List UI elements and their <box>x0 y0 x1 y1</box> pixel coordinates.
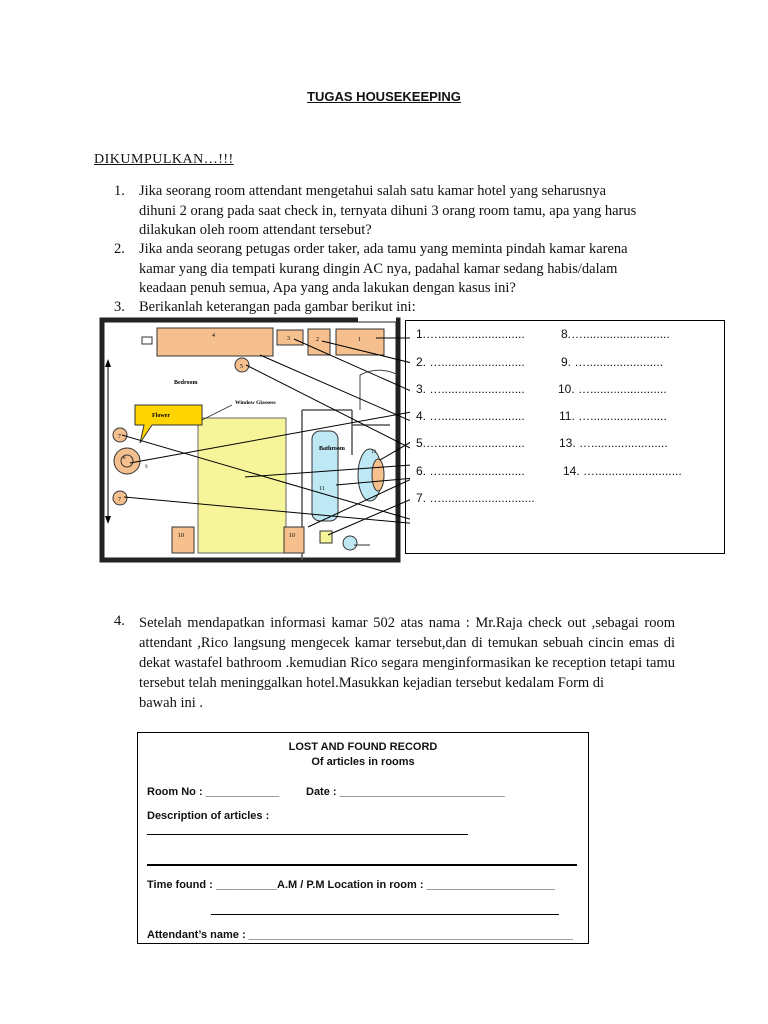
flower-label: Flower <box>152 413 170 419</box>
time-found-field[interactable]: Time found : __________A.M / P.M Location in room : _____________________ <box>147 879 556 891</box>
room-floor-plan <box>90 315 410 570</box>
form-subtitle: Of articles in rooms <box>311 756 415 768</box>
legend-item-10: 10. …....................... <box>558 382 667 396</box>
legend-item-8: 8.….......................... <box>561 327 670 341</box>
description-line-2[interactable] <box>147 864 577 866</box>
legend-item-13: 13. …....................... <box>559 436 668 450</box>
label-1: 1 <box>358 337 361 343</box>
label-5: 5 <box>240 364 243 370</box>
form-title: LOST AND FOUND RECORD <box>288 741 438 753</box>
question-4-text: Setelah mendapatkan informasi kamar 502 atas nama : Mr.Raja check out ,sebagai room attendant ,Rico langsung mengecek kamar tersebut,dan di temukan sebuah cincin emas di dekat wastafel bathroom .kemudian Rico segara menginformasikan ke reception tetapi tamu tersebut telah meninggalkan hotel.Masukkan kejadian tersebut kedalam Form di bawah ini . <box>139 615 675 711</box>
legend-item-11: 11. …....................... <box>559 409 667 423</box>
legend-item-2: 2. …......................... <box>416 355 525 369</box>
label-13: 13 <box>371 450 376 455</box>
label-10-right: 10 <box>289 533 295 539</box>
legend-item-4: 4. …......................... <box>416 409 525 423</box>
legend-item-14: 14. ….......................... <box>563 464 682 478</box>
legend-item-5: 5.….......................... <box>416 436 525 450</box>
location-extra-line[interactable] <box>211 914 559 915</box>
legend-item-3: 3. …......................... <box>416 382 525 396</box>
date-field[interactable]: Date : ___________________________ <box>306 786 505 798</box>
label-10-left: 10 <box>178 533 184 539</box>
attendant-name-field[interactable]: Attendant’s name : _____________________________________________________ <box>147 929 573 941</box>
legend-item-6: 6. …......................... <box>416 464 525 478</box>
description-label: Description of articles : <box>147 810 270 822</box>
label-7-bottom: 7 <box>118 497 121 503</box>
legend-item-1: 1.….......................... <box>416 327 525 341</box>
bedroom-label: Bedroom <box>174 380 198 386</box>
legend-item-7: 7. …............................ <box>416 491 535 505</box>
legend-box <box>405 320 725 554</box>
bathroom-label: Bathroom <box>319 446 345 452</box>
description-line-1[interactable] <box>147 834 468 835</box>
room-no-field[interactable]: Room No : ____________ <box>147 786 280 798</box>
page-title: TUGAS HOUSEKEEPING <box>307 89 461 104</box>
label-9: 9 <box>145 465 148 470</box>
label-3: 3 <box>287 336 290 342</box>
label-4: 4 <box>212 333 215 339</box>
legend-item-9: 9. …....................... <box>561 355 664 369</box>
lost-and-found-form <box>137 732 589 944</box>
label-2: 2 <box>316 337 319 343</box>
label-11: 11 <box>319 486 325 492</box>
label-7-top: 7 <box>118 434 121 440</box>
window-label: Window Glassess <box>235 400 276 406</box>
subheading: DIKUMPULKAN…!!! <box>94 152 234 167</box>
label-8: 8 <box>123 456 126 461</box>
question-4-number: 4. <box>114 613 125 629</box>
